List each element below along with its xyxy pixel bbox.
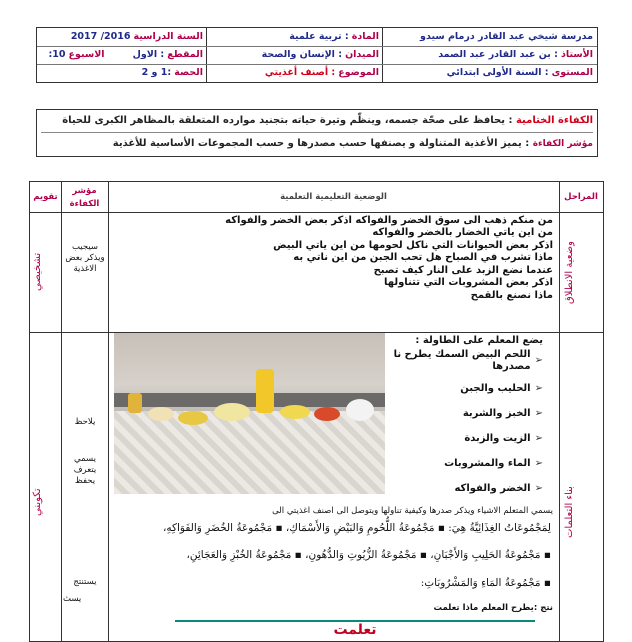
stage2-item: ➢ الماء والمشروبات: [444, 458, 543, 469]
learned-heading: تعلمت: [175, 620, 535, 642]
competency-indicator: مؤشر الكفاءة : يميز الأغذية المتناولة و يصنفها حسب مصدرها و حسب المجموعات الأساسية للأغذية: [112, 138, 593, 149]
stage2-intro: يضع المعلم على الطاولة :: [415, 335, 543, 346]
header-indicator: مؤشر الكفاءة: [69, 186, 100, 209]
level-row: المستوى : السنة الأولى ابتدائي: [446, 67, 593, 78]
stage1-line: ماذا تشرب في الصباح هل تحب الجبن من اين ناتي به: [293, 252, 553, 263]
header-col-year: [37, 28, 207, 82]
header-situation: الوضعية التعليمية التعلمية: [280, 192, 387, 202]
teacher-row: الأستاذ : بن عبد القادر عبد الصمد: [383, 46, 597, 65]
stage2-item: ➢ الزيت والزبدة: [464, 433, 543, 444]
competency-box: [36, 109, 598, 157]
stage1-indicator: سيجيب ويذكر بعض الاغذية: [65, 242, 105, 274]
arrow-icon: ➢: [534, 383, 543, 394]
stage2-summary: يسمي المتعلم الاشياء ويذكر صدرها وكيفية تناولها ويتوصل الى اصنف اغذيتي الى: [272, 506, 553, 516]
arrow-icon: ➢: [534, 483, 543, 494]
stage2-indicator-note: يسمي يتعرف يحفظ: [73, 454, 97, 486]
lesson-table: [29, 181, 604, 642]
topic-row: الموضوع : أصنف أغذيتي: [264, 67, 379, 78]
arrow-icon: ➢: [534, 433, 543, 444]
arrow-icon: ➢: [534, 355, 543, 366]
stage2-indicator-note: يلاحظ: [74, 417, 96, 427]
final-competency: الكفاءة الختامية : يحافظ على صحّة جسمه، وينظّم وتيرة حياته بتجنيد موارده المتعلقة بالمظاهر الكبرى للحياة: [41, 110, 593, 133]
stage1-line: عندما نضع الزبد على النار كيف تصبح: [373, 265, 553, 276]
arrow-icon: ➢: [534, 408, 543, 419]
stage2-item: ➢ الحليب والجبن: [460, 383, 543, 394]
header-stages: المراحل: [564, 192, 598, 202]
stage2-indicator-note: يسث: [63, 594, 82, 604]
stage2-item: ➢ اللحم البيض السمك يطرح نا مصدرها: [393, 349, 543, 372]
arrow-icon: ➢: [534, 458, 543, 469]
stage-build-label: بناء التعلمات: [564, 486, 575, 538]
session-row: الحصة :1 و 2: [141, 67, 203, 78]
header-col-subject: [206, 28, 383, 82]
stage1-assessment: تشخيصي: [32, 252, 43, 292]
food-table-photo: [114, 333, 385, 494]
school-name: مدرسة شيخي عبد القادر درمام سيدو: [383, 28, 597, 47]
stage1-line: من منكم ذهب الى سوق الخضر والفواكه اذكر بعض الخضر والفواكه: [225, 215, 553, 226]
stage-launch-label: وضعية الانطلاق: [564, 241, 575, 305]
stage2-closing: نتج :يطرح المعلم ماذا تعلمت: [433, 603, 553, 613]
stage2-indicator-note: يستنتج: [73, 577, 97, 587]
food-groups-line: ▪ مَجْمُوعَةُ المَاءِ وَالمَشْرُوبَاتِ:: [420, 577, 551, 589]
stage1-line: اذكر بعض الحيوانات التي ناكل لحومها من اين ياتي البيض: [273, 240, 553, 251]
year-row: السنة الدراسية 2016/ 2017: [37, 28, 207, 47]
field-row: الميدان : الإنسان والصحة: [207, 46, 383, 65]
header-assessment: تقويم: [33, 192, 58, 202]
stage2-item: ➢ الخضر والفواكه: [454, 483, 543, 494]
stage1-line: ماذا نصنع بالقمح: [470, 290, 553, 301]
stage1-line: من اين ياتي الخضار بالخضر والفواكه: [372, 227, 553, 238]
food-groups-line: ▪ مَجْمُوعَةُ الحَلِيبِ وَالأَجْبَانِ، ▪ مَجْمُوعَةُ الزُّيُوتِ وَالدُّهُونِ، ▪ مَجْمُوعَةُ الخُبْزِ وَالعَجَائِنِ،: [186, 549, 551, 561]
segment-row: المقطع : الاول الاسبوع 10:: [37, 46, 207, 65]
stage2-assessment: تكويني: [32, 488, 43, 516]
stage2-item: ➢ الخبز والشربة: [462, 408, 543, 419]
subject-row: المادة : تربية علمية: [207, 28, 383, 47]
header-col-school: [382, 28, 597, 82]
food-groups-line: لِمَجْمُوعَاتُ الغِذَائِيَّةُ هِيَ: ▪ مَجْمُوعَةُ اللُّحُومِ وَالبَيْضِ وَالأَسْمَاكِ، ▪ مَجْمُوعَةُ الخُضَرِ وَالفَوَاكِهِ،: [163, 522, 551, 534]
stage1-line: اذكر بعض المشروبات التي تتناولها: [383, 277, 553, 288]
header-info-box: [36, 27, 598, 83]
